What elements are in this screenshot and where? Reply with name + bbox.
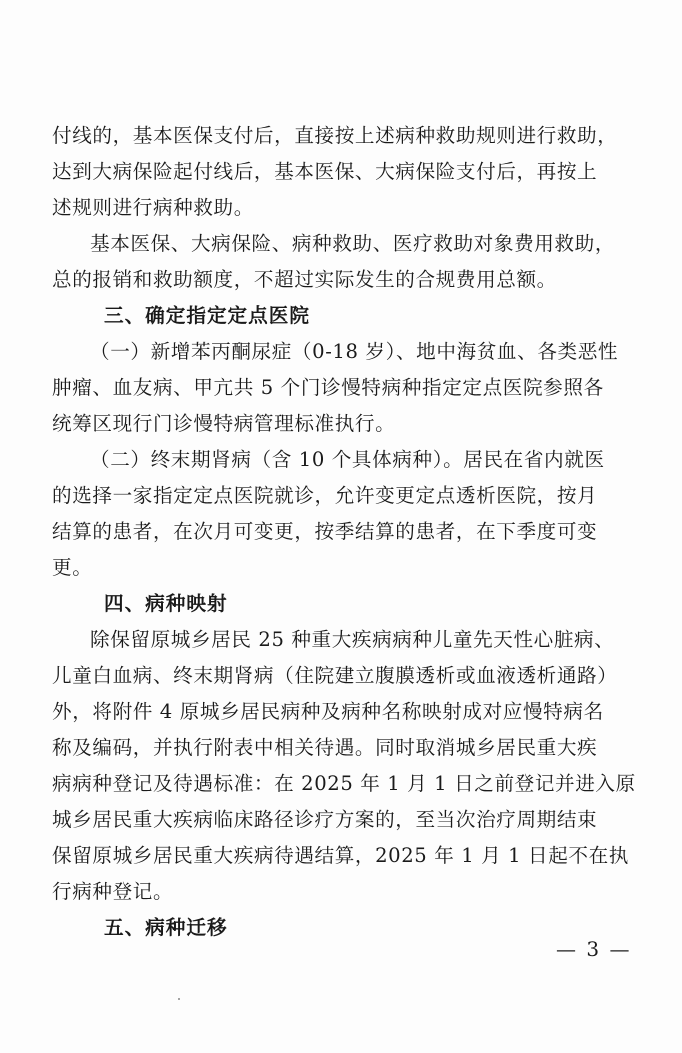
page-number: — 3 — <box>556 937 632 961</box>
body-line: 更。 <box>52 556 93 579</box>
section-heading: 四、病种映射 <box>104 592 228 615</box>
body-line: 总的报销和救助额度，不超过实际发生的合规费用总额。 <box>52 268 557 291</box>
body-line: 病病种登记及待遇标准：在 2025 年 1 月 1 日之前登记并进入原 <box>52 772 636 795</box>
scan-speck <box>178 998 180 1000</box>
body-line: 付线的，基本医保支付后，直接按上述病种救助规则进行救助， <box>52 124 618 147</box>
body-line: 保留原城乡居民重大疾病待遇结算，2025 年 1 月 1 日起不在执 <box>52 844 629 867</box>
body-line: 述规则进行病种救助。 <box>52 196 254 219</box>
body-line: 称及编码，并执行附表中相关待遇。同时取消城乡居民重大疾 <box>52 736 598 759</box>
paragraph-start: （二）终末期肾病（含 10 个具体病种）。居民在省内就医 <box>90 448 605 471</box>
body-line: 城乡居民重大疾病临床路径诊疗方案的，至当次治疗周期结束 <box>52 808 598 831</box>
paragraph-start: 除保留原城乡居民 25 种重大疾病病种儿童先天性心脏病、 <box>90 628 615 651</box>
body-line: 的选择一家指定定点医院就诊，允许变更定点透析医院，按月 <box>52 484 598 507</box>
paragraph-start: （一）新增苯丙酮尿症（0-18 岁）、地中海贫血、各类恶性 <box>90 340 619 363</box>
body-line: 结算的患者，在次月可变更，按季结算的患者，在下季度可变 <box>52 520 598 543</box>
body-line: 儿童白血病、终末期肾病（住院建立腹膜透析或血液透析通路） <box>52 664 618 687</box>
section-heading: 三、确定指定定点医院 <box>104 304 310 327</box>
paragraph-start: 基本医保、大病保险、病种救助、医疗救助对象费用救助， <box>90 232 616 255</box>
body-line: 外，将附件 4 原城乡居民病种及病种名称映射成对应慢特病名 <box>52 700 604 723</box>
section-heading: 五、病种迁移 <box>104 916 228 939</box>
body-line: 肿瘤、血友病、甲亢共 5 个门诊慢特病种指定定点医院参照各 <box>52 376 604 399</box>
body-line: 达到大病保险起付线后，基本医保、大病保险支付后，再按上 <box>52 160 598 183</box>
body-line: 统筹区现行门诊慢特病管理标准执行。 <box>52 412 396 435</box>
body-line: 行病种登记。 <box>52 880 174 903</box>
